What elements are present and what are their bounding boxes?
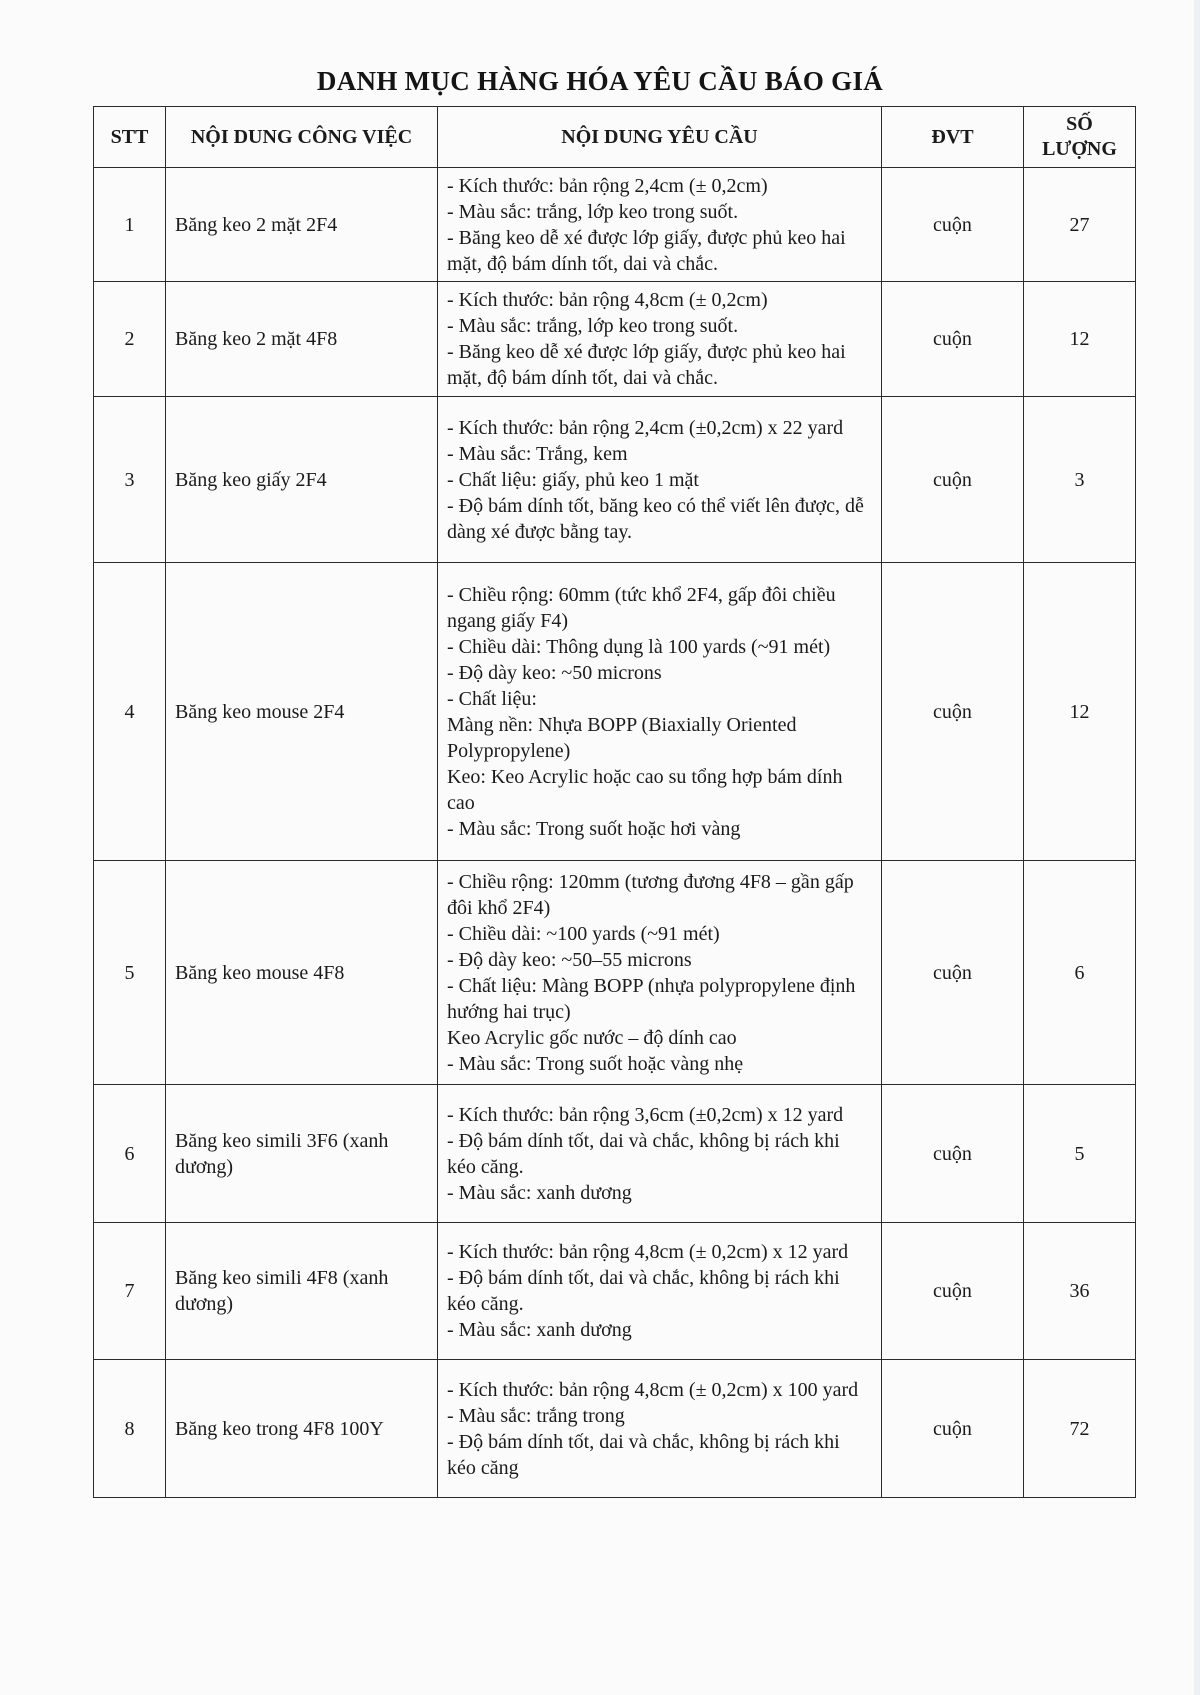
row-quantity: 27 (1024, 168, 1136, 282)
requirement-line: - Màu sắc: xanh dương (447, 1181, 632, 1204)
row-requirements (438, 1360, 882, 1498)
row-requirements (438, 168, 882, 282)
header-requirements: NỘI DUNG YÊU CẦU (438, 107, 882, 168)
requirement-line: Màng nền: Nhựa BOPP (Biaxially Oriented Polypropylene) (447, 713, 797, 762)
requirement-line: - Màu sắc: trắng, lớp keo trong suốt. (447, 200, 739, 223)
row-item-name: Băng keo 2 mặt 4F8 (166, 282, 438, 397)
requirement-line: - Chiều dài: Thông dụng là 100 yards (~91 mét) (447, 635, 831, 658)
row-quantity: 6 (1024, 861, 1136, 1085)
row-unit: cuộn (882, 282, 1024, 397)
row-unit: cuộn (882, 397, 1024, 563)
header-name: NỘI DUNG CÔNG VIỆC (166, 107, 438, 168)
row-item-name: Băng keo simili 3F6 (xanh dương) (166, 1085, 438, 1223)
row-requirements (438, 861, 882, 1085)
row-unit: cuộn (882, 563, 1024, 861)
table-row (94, 1360, 1136, 1498)
requirement-line: - Màu sắc: Trắng, kem (447, 442, 628, 465)
requirement-line: Keo: Keo Acrylic hoặc cao su tổng hợp bám dính cao (447, 765, 843, 814)
requirement-line: - Băng keo dễ xé được lớp giấy, được phủ keo hai mặt, độ bám dính tốt, dai và chắc. (447, 226, 846, 275)
row-stt: 4 (94, 563, 166, 861)
row-stt: 5 (94, 861, 166, 1085)
row-requirements (438, 563, 882, 861)
header-row (94, 107, 1136, 168)
requirement-line: - Chất liệu: giấy, phủ keo 1 mặt (447, 468, 699, 491)
requirement-line: - Chiều dài: ~100 yards (~91 mét) (447, 922, 720, 945)
row-quantity: 12 (1024, 563, 1136, 861)
requirement-line: Keo Acrylic gốc nước – độ dính cao (447, 1026, 737, 1049)
row-requirements (438, 1085, 882, 1223)
table-row (94, 397, 1136, 563)
requirement-line: - Chất liệu: Màng BOPP (nhựa polypropylene định hướng hai trục) (447, 974, 856, 1023)
header-quantity-line2: LƯỢNG (1042, 138, 1117, 160)
row-stt: 7 (94, 1223, 166, 1360)
requirement-line: - Kích thước: bản rộng 2,4cm (±0,2cm) x 22 yard (447, 416, 844, 439)
row-stt: 1 (94, 168, 166, 282)
row-item-name: Băng keo mouse 4F8 (166, 861, 438, 1085)
row-quantity: 72 (1024, 1360, 1136, 1498)
requirement-line: - Màu sắc: xanh dương (447, 1319, 632, 1341)
row-unit: cuộn (882, 168, 1024, 282)
requirement-line: - Kích thước: bản rộng 2,4cm (± 0,2cm) (447, 174, 768, 197)
requirement-line: - Kích thước: bản rộng 4,8cm (± 0,2cm) (447, 289, 768, 311)
row-stt: 2 (94, 282, 166, 397)
row-quantity: 36 (1024, 1223, 1136, 1360)
table-body (94, 168, 1136, 1498)
requirement-line: - Độ bám dính tốt, băng keo có thể viết lên được, dễ dàng xé được bằng tay. (447, 494, 864, 543)
row-unit: cuộn (882, 861, 1024, 1085)
row-item-name: Băng keo giấy 2F4 (166, 397, 438, 563)
document-title: DANH MỤC HÀNG HÓA YÊU CẦU BÁO GIÁ (316, 66, 884, 96)
requirement-line: - Màu sắc: Trong suốt hoặc vàng nhẹ (447, 1052, 744, 1075)
requirement-line: - Độ bám dính tốt, dai và chắc, không bị rách khi kéo căng (447, 1430, 840, 1479)
row-item-name: Băng keo simili 4F8 (xanh dương) (166, 1223, 438, 1360)
requirement-line: - Kích thước: bản rộng 4,8cm (± 0,2cm) x 100 yard (447, 1378, 859, 1401)
table-row (94, 1223, 1136, 1360)
requirement-line: - Chiều rộng: 120mm (tương đương 4F8 – gần gấp đôi khổ 2F4) (447, 870, 854, 919)
row-quantity: 12 (1024, 282, 1136, 397)
requirement-line: - Màu sắc: Trong suốt hoặc hơi vàng (447, 817, 741, 840)
row-stt: 6 (94, 1085, 166, 1223)
table-row (94, 168, 1136, 282)
requirement-line: - Chất liệu: (447, 687, 537, 710)
table-row (94, 563, 1136, 861)
requirement-line: - Độ dày keo: ~50 microns (447, 661, 662, 684)
requirement-line: - Độ dày keo: ~50–55 microns (447, 948, 692, 971)
requirement-line: - Độ bám dính tốt, dai và chắc, không bị rách khi kéo căng. (447, 1129, 840, 1178)
header-quantity (1024, 107, 1136, 168)
requirement-line: - Băng keo dễ xé được lớp giấy, được phủ keo hai mặt, độ bám dính tốt, dai và chắc. (447, 341, 846, 389)
row-unit: cuộn (882, 1360, 1024, 1498)
row-unit: cuộn (882, 1085, 1024, 1223)
requirement-line: - Màu sắc: trắng, lớp keo trong suốt. (447, 315, 739, 337)
header-unit: ĐVT (882, 107, 1024, 168)
quotation-table (93, 106, 1136, 1498)
row-requirements (438, 397, 882, 563)
row-quantity: 5 (1024, 1085, 1136, 1223)
row-requirements (438, 282, 882, 397)
scan-edge (1194, 0, 1200, 1695)
header-stt: STT (94, 107, 166, 168)
table-row (94, 861, 1136, 1085)
row-requirements (438, 1223, 882, 1360)
row-unit: cuộn (882, 1223, 1024, 1360)
row-item-name: Băng keo trong 4F8 100Y (166, 1360, 438, 1498)
row-item-name: Băng keo 2 mặt 2F4 (166, 168, 438, 282)
requirement-line: - Màu sắc: trắng trong (447, 1404, 625, 1427)
requirement-line: - Chiều rộng: 60mm (tức khổ 2F4, gấp đôi chiều ngang giấy F4) (447, 583, 836, 632)
requirement-line: - Kích thước: bản rộng 4,8cm (± 0,2cm) x 12 yard (447, 1241, 849, 1263)
requirement-line: - Kích thước: bản rộng 3,6cm (±0,2cm) x 12 yard (447, 1103, 844, 1126)
row-stt: 3 (94, 397, 166, 563)
requirement-line: - Độ bám dính tốt, dai và chắc, không bị rách khi kéo căng. (447, 1267, 840, 1315)
row-quantity: 3 (1024, 397, 1136, 563)
header-quantity-line1: SỐ (1066, 113, 1093, 135)
row-stt: 8 (94, 1360, 166, 1498)
table-row (94, 282, 1136, 397)
row-item-name: Băng keo mouse 2F4 (166, 563, 438, 861)
table-row (94, 1085, 1136, 1223)
